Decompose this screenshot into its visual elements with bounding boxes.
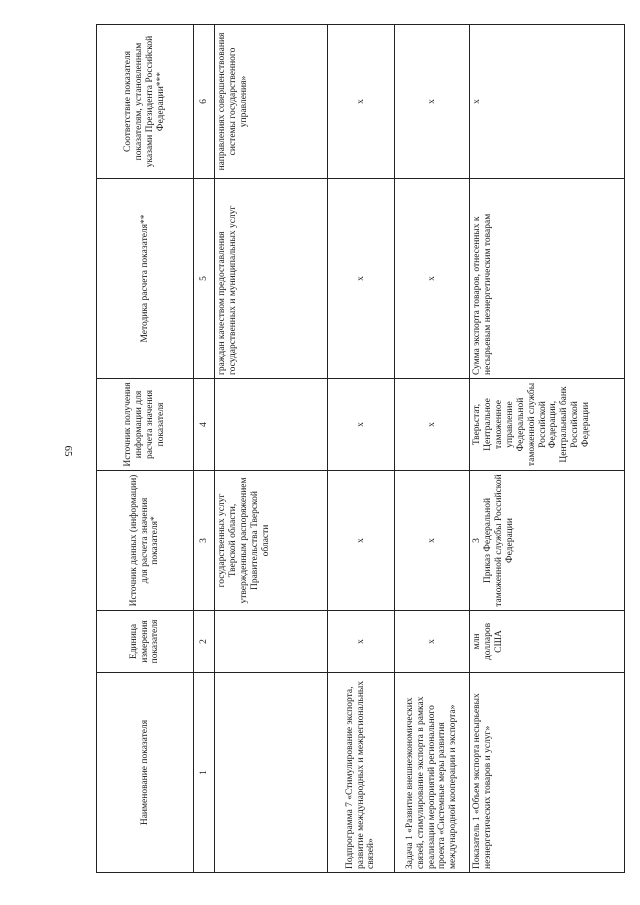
column-number: 4: [194, 379, 215, 471]
table-row: [328, 25, 395, 873]
table-cell: граждан качеством предоставления государственных и муниципальных услуг: [215, 179, 328, 379]
table-cell: [215, 379, 328, 471]
task-name: Задача 1 «Развитие внешнеэкономических связей, стимулирование экспорта в рамках реализации мероприятий регионального проекта «Системные меры развития международной кооперации и экспорта»: [395, 673, 470, 873]
column-number: 3: [194, 471, 215, 611]
indicator-name: Показатель 1 «Объем экспорта несырьевых неэнергетических товаров и услуг»: [470, 673, 625, 873]
header-cell-3: Источник данных (информации) для расчета значения показателя*: [97, 471, 194, 611]
page-number: 65: [62, 445, 74, 457]
table-cell: x: [328, 379, 395, 471]
header-cell-5: Методика расчета показателя**: [97, 179, 194, 379]
table-cell: x: [395, 179, 470, 379]
table-cell: государственных услуг Тверской области, утвержденным распоряжением Правительства Тверской области: [215, 471, 328, 611]
header-cell-2: Единица измерения показателя: [97, 611, 194, 673]
header-row: [97, 25, 194, 873]
data-source-text: Приказ Федеральной таможенной службы Российской Федерации: [482, 474, 515, 607]
header-cell-1: Наименование показателя: [97, 673, 194, 873]
table-cell: x: [328, 179, 395, 379]
table-cell: x: [328, 471, 395, 611]
table-row: [215, 25, 328, 873]
indicator-unit: млн долларов США: [470, 611, 625, 673]
table-cell: x: [328, 25, 395, 179]
subprogram-name: Подпрограмма 7 «Стимулирование экспорта, развитие международных и межрегиональных связей»: [328, 673, 395, 873]
table-cell: x: [395, 379, 470, 471]
table-cell: [215, 611, 328, 673]
column-number: 2: [194, 611, 215, 673]
column-number: 6: [194, 25, 215, 179]
column-number: 1: [194, 673, 215, 873]
table-cell: x: [395, 471, 470, 611]
document-table-rotated: [96, 25, 596, 873]
table-cell: [215, 673, 328, 873]
column-number: 3: [472, 538, 482, 543]
column-number-row: [194, 25, 215, 873]
table-cell: Сумма экспорта товаров, отнесенных к несырьевым неэнергетическим товарам: [470, 179, 625, 379]
table-cell: x: [470, 25, 625, 179]
table-cell: [470, 471, 625, 611]
table-cell: направлениях совершенствования системы государственного управления»: [215, 25, 328, 179]
table-row: [395, 25, 470, 873]
table-cell: x: [395, 611, 470, 673]
header-cell-4: Источник получения информации для расчета значения показателя: [97, 379, 194, 471]
indicators-table: [96, 24, 625, 873]
table-cell: Тверьстат, Центральное таможенное управление Федеральной таможенной службы Российской Федерации, Центральный банк Российской Федерации: [470, 379, 625, 471]
table-row: [470, 25, 625, 873]
table-cell: x: [328, 611, 395, 673]
header-cell-6: Соответствие показателя показателям, установленным указами Президента Российской Федерации***: [97, 25, 194, 179]
table-cell: x: [395, 25, 470, 179]
column-number: 5: [194, 179, 215, 379]
